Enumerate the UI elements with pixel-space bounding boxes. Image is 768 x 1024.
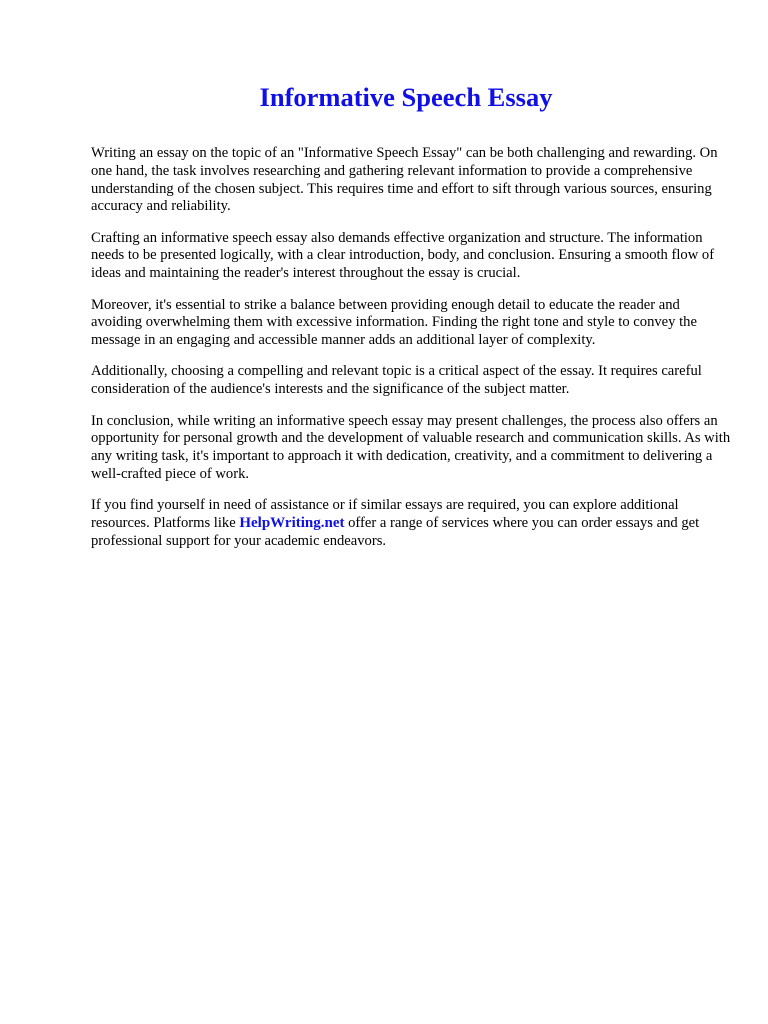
paragraph-balance: Moreover, it's essential to strike a balance between providing enough detail to educate the reader and avoiding overwhelming them with excessive information. Finding the right tone and style to convey the message in an engaging and accessible manner adds an additional layer of complexity. [91,296,697,349]
paragraph-intro: Writing an essay on the topic of an "Informative Speech Essay" can be both challenging and rewarding. On one hand, the task involves researching and gathering relevant information to provide a comprehensive understanding of the chosen subject. This requires time and effort to sift through various sources, ensuring accuracy and reliability. [91,145,718,215]
document-body [91,145,731,564]
paragraph-topic: Additionally, choosing a compelling and relevant topic is a critical aspect of the essay. It requires careful consideration of the audience's interests and the significance of the subject matter. [91,363,702,398]
paragraph-organization: Crafting an informative speech essay also demands effective organization and structure. The information needs to be presented logically, with a clear introduction, body, and conclusion. Ensuring a smooth flow of ideas and maintaining the reader's interest throughout the essay is crucial. [91,229,715,282]
helpwriting-link[interactable]: HelpWriting.net [239,515,345,532]
paragraph-conclusion: In conclusion, while writing an informative speech essay may present challenges, the process also offers an opportunity for personal growth and the development of valuable research and communication skills. As with any writing task, it's important to approach it with dedication, creativity, and a commitment to delivering a well-crafted piece of work. [91,412,731,482]
document-title: Informative Speech Essay [259,82,553,112]
assistance-text-after: offer a range of services where you can order essays and get professional support for your academic endeavors. [91,515,700,549]
paragraph-assistance [91,497,731,550]
assistance-text-before: If you find yourself in need of assistance or if similar essays are required, you can explore additional resources. Platforms like [91,497,679,532]
